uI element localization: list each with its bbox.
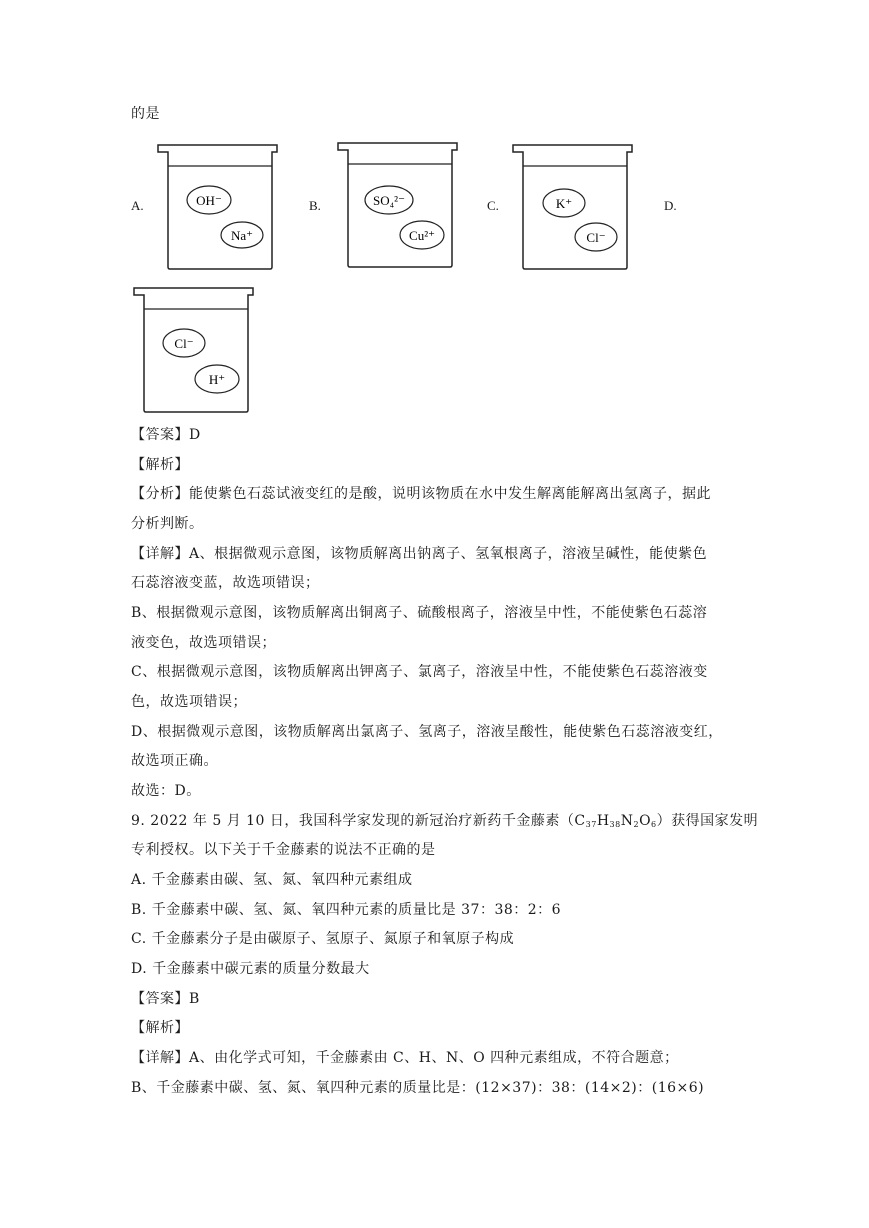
- question-stem-tail: 的是: [131, 106, 160, 122]
- q8-detail-line: 【详解】A、根据微观示意图，该物质解离出钠离子、氢氧根离子，溶液呈碱性，能使紫色: [131, 546, 708, 562]
- formula-subscript: 6: [651, 820, 657, 829]
- q9-stem-part: 9. 2022 年 5 月 10 日，我国科学家发现的新冠治疗新药千金藤素（C: [131, 813, 586, 829]
- q8-detail-line: 液变色，故选项错误；: [131, 635, 276, 651]
- ion-label: Cu²⁺: [409, 228, 435, 243]
- q8-analysis-line: 【分析】能使紫色石蕊试液变红的是酸，说明该物质在水中发生解离能解离出氢离子，据此: [131, 486, 711, 502]
- q8-analysis-line: 分析判断。: [131, 516, 204, 532]
- q8-detail-line: D、根据微观示意图，该物质解离出氯离子、氢离子，溶液呈酸性，能使紫色石蕊溶液变红，: [131, 724, 723, 740]
- formula-element: H: [596, 813, 610, 829]
- beaker-d: [131, 285, 256, 415]
- ion-label: H⁺: [208, 372, 226, 387]
- q9-stem-part: ）获得国家发明: [656, 813, 759, 829]
- ion-label: SO₄²⁻: [373, 193, 405, 208]
- option-c-label: C.: [487, 198, 499, 213]
- q8-detail-line: 石蕊溶液变蓝，故选项错误；: [131, 575, 320, 591]
- formula-element: O: [639, 813, 652, 829]
- ion-label: Na⁺: [230, 228, 254, 243]
- q9-option-d: D. 千金藤素中碳元素的质量分数最大: [131, 961, 370, 977]
- q8-conclusion: 故选：D。: [131, 783, 201, 799]
- beaker-a: [155, 142, 280, 272]
- q9-detail-line: 【详解】A、由化学式可知，千金藤素由 C、H、N、O 四种元素组成，不符合题意；: [131, 1050, 679, 1066]
- option-d-label: D.: [664, 198, 677, 213]
- formula-subscript: 37: [585, 820, 597, 829]
- q9-option-c: C. 千金藤素分子是由碳原子、氢原子、氮原子和氧原子构成: [131, 931, 515, 947]
- q9-option-b: B. 千金藤素中碳、氢、氮、氧四种元素的质量比是 37：38：2：6: [131, 902, 562, 918]
- q9-analysis-heading: 【解析】: [131, 1020, 189, 1036]
- ion-label: Cl⁻: [174, 336, 194, 351]
- q8-detail-line: 色，故选项错误；: [131, 694, 247, 710]
- beaker-b: [335, 140, 460, 270]
- formula-element: N: [620, 813, 634, 829]
- ion-label: K⁺: [555, 196, 573, 211]
- beaker-c: [510, 142, 635, 272]
- ion-label: OH⁻: [196, 193, 222, 208]
- q9-answer: 【答案】B: [131, 991, 200, 1007]
- q8-analysis-heading: 【解析】: [131, 457, 189, 473]
- q9-detail-line: B、千金藤素中碳、氢、氮、氧四种元素的质量比是：(12×37)：38：(14×2)：(16×6): [131, 1080, 705, 1096]
- q8-detail-line: B、根据微观示意图，该物质解离出铜离子、硫酸根离子，溶液呈中性，不能使紫色石蕊溶: [131, 605, 708, 621]
- formula-subscript: 2: [633, 820, 640, 829]
- q9-option-a: A. 千金藤素由碳、氢、氮、氧四种元素组成: [131, 872, 413, 888]
- option-a-label: A.: [131, 198, 144, 213]
- ion-label: Cl⁻: [586, 230, 606, 245]
- q8-detail-line: C、根据微观示意图，该物质解离出钾离子、氯离子，溶液呈中性，不能使紫色石蕊溶液变: [131, 664, 708, 680]
- q9-stem-line: 专利授权。以下关于千金藤素的说法不正确的是: [131, 842, 436, 858]
- formula-subscript: 38: [609, 820, 621, 829]
- option-b-label: B.: [309, 198, 321, 213]
- q8-answer: 【答案】D: [131, 427, 201, 443]
- q8-detail-line: 故选项正确。: [131, 753, 218, 769]
- q9-stem-line: [131, 811, 758, 835]
